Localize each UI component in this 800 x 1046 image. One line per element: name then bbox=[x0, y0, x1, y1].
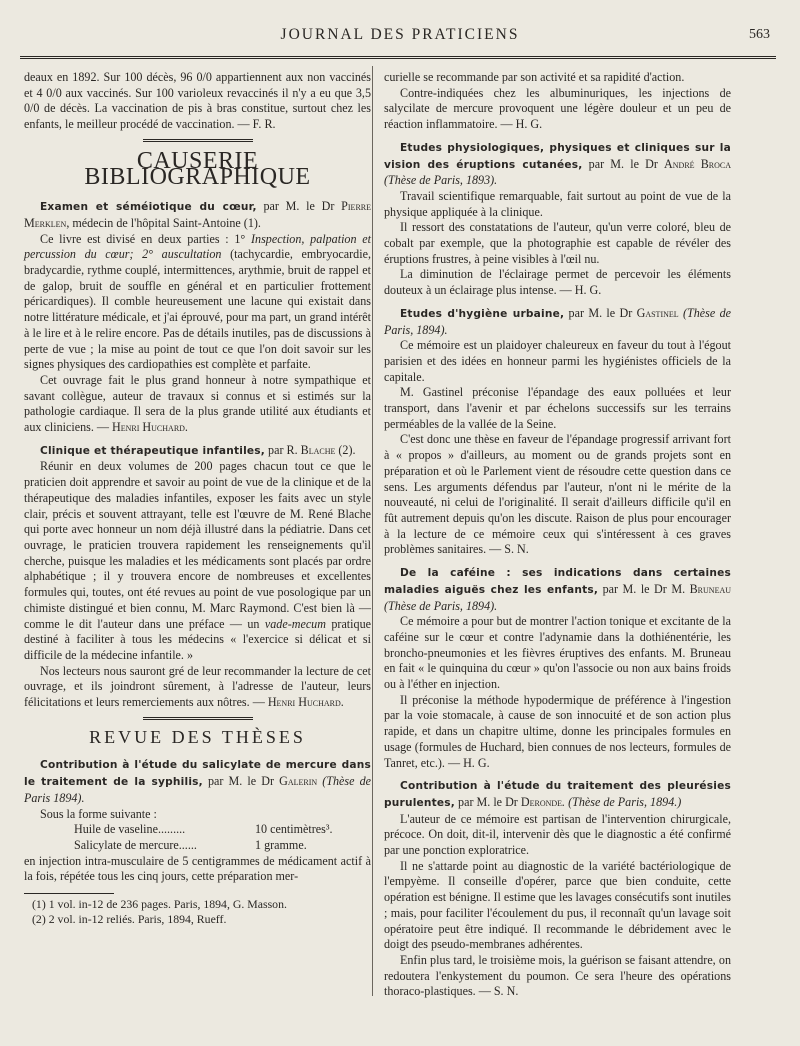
entry-title: Etudes physiologiques, physiques et cliniques sur la vision des éruptions cutanées, bbox=[384, 141, 731, 171]
intro-paragraph: deaux en 1892. Sur 100 décès, 96 0/0 appartiennent aux non vaccinés et 4 0/0 aux vaccinés. Sur 100 varioleux revaccinés il n'y a eu que 3,5 0/0 de décès. La vaccination de pis à bras constitue, surtout chez les enfants, le meilleur procédé de vaccination. — F. R. bbox=[24, 70, 371, 132]
entry-gastinel: Etudes d'hygiène urbaine, par M. le Dr Gastinel (Thèse de Paris, 1894). Ce mémoire est un plaidoyer chaleureux en faveur du tout à l'égout parisien et des idées en honneur parmi les hygiénistes officiels de la capitale. M. Gastinel préconise l'épandage des eaux polluées et leur transport, dans l'avenir et par échelons successifs sur les terrains perméables de la vallée de la Seine. C'est donc une thèse en faveur de l'épandage progressif arrivant fort à « propos » d'ailleurs, au moment ou de grands projets sont en préparation et où le Parlement vient de résoudre cette question dans ce sens. Les arguments défendus par l'auteur, n'ont ni le mérite de la nouveauté, ni celui de l'originalité. Il serait d'ailleurs difficile qu'il en fût autrement depuis qu'on les discute. Raison de plus pour encourager à la lecture de ce mémoire ceux qui s'intéressent à ces graves problèmes sanitaires. — S. N. bbox=[384, 305, 731, 557]
continuation-paragraph: curielle se recommande par son activité et sa rapidité d'action. bbox=[384, 70, 685, 84]
right-column: curielle se recommande par son activité et sa rapidité d'action. Contre-indiquées chez les albuminuriques, les injections de salycilate de mercure provoquent une légère douleur et un peu de réaction inflammatoire. — H. G. Etudes physiologiques, physiques et cliniques sur la vision des éruptions cutanées, par M. le Dr André Broca (Thèse de Paris, 1893). Travail scientifique remarquable, fait surtout au point de vue de la physique appliquée à la clinique. Il ressort des constatations de l'auteur, qu'un verre coloré, bleu de cobalt par exemple, que la photographie est capable de révéler des éruptions frustres, à peine visibles à l'œil nu. La diminution de l'éclairage permet de percevoir les éléments douteux à un éclairage plus intense. — H. G. Etudes d'hygiène urbaine, par M. le Dr Gastinel (Thèse de Paris, 1894). Ce mémoire est un plaidoyer chaleureux en faveur du tout à l'égout parisien et des idées en honneur parmi les hygiénistes officiels de la capitale. M. Gastinel préconise l'épandage des eaux polluées et leur transport, dans l'avenir et par échelons successifs sur les terrains perméables de la vallée de la Seine. C'est donc une thèse en faveur de l'épandage progressif arrivant fort à « propos » d'ailleurs, au moment ou de grands projets sont en préparation et où le Parlement vient de résoudre cette question dans ce sens. Les arguments défendus par l'auteur, n'ont ni le mérite de la nouveauté, ni celui de l'originalité. Il serait d'ailleurs difficile qu'il en fût autrement depuis qu'on les discute. Raison de plus pour encourager à la lecture de ce mémoire ceux qui s'intéressent à ces graves problèmes sanitaires. — S. N. De la caféine : ses indications dans certaines maladies aiguës chez les enfants, par M. le Dr M. Bruneau (Thèse de Paris, 1894). Ce mémoire a pour but de montrer l'action tonique et excitante de la caféine sur le cœur et contre l'adynamie dans la dothiénentérie, les broncho-pneumonies et les fièvres éruptives des enfants. M. Bruneau en fait « le quinquina du cœur » qu'on l'associe ou non aux bains froids ou à l'éther en injection. Il préconise la méthode hypodermique de préférence à l'ingestion par la voie stomacale, à cause de son innocuité et de son action plus rapide, et dans un chapitre ultime, donne les principales formules en usage (formules de Huchard, bien connues de nos lecteurs, formules de Tanret, etc.). — H. G. Contribution à l'étude du traitement des pleurésies purulentes, par M. le Dr Deronde. (Thèse de Paris, 1894.) L'auteur de ce mémoire est partisan de l'intervention chirurgicale, précoce. On doit, dit-il, intervenir dès que le diagnostic a été confirmé par une ponction exploratrice. Il ne s'attarde point au diagnostic de la variété bactériologique de l'empyème. Il conseille d'opérer, parce que bien conduite, cette opération est bénigne. Il estime que les lavages consécutifs sont inutiles ; mais, pour faciliter l'écoulement du pus, il reconnaît qu'un lavage soit opératoire peut être indiqué. Il recommande le débridement avec le doigt des pseudo-membranes adhérentes. Enfin plus tard, le troisième mois, la guérison se faisant attendre, on redoutera l'enkystement du poumon. Ce sera l'heure des opérations thoraco-plastiques. — S. N. bbox=[384, 70, 732, 999]
heading-revue: REVUE DES THÈSES bbox=[89, 726, 306, 747]
entry-title: Contribution à l'étude du traitement des pleurésies purulentes, bbox=[384, 780, 731, 809]
heading-causerie: CAUSERIE BIBLIOGRAPHIQUE bbox=[84, 147, 311, 190]
footnote: (1) 1 vol. in-12 de 236 pages. Paris, 1894, G. Masson. bbox=[32, 897, 287, 912]
entry-title: Contribution à l'étude du salicylate de mercure dans le traitement de la syphilis, bbox=[24, 759, 371, 789]
header-rule bbox=[20, 56, 776, 59]
section-rule bbox=[143, 139, 253, 142]
entry-title: Examen et séméiotique du cœur, bbox=[40, 201, 257, 214]
author-name: Gastinel bbox=[636, 305, 679, 320]
author-name: Pierre Merklen bbox=[24, 199, 372, 230]
recipe-line: Salicylate de mercure...... 1 gramme. bbox=[74, 837, 307, 852]
entry-blache: Clinique et thérapeutique infantiles, par R. Blache (2). Réunir en deux volumes de 200 pages chacun tout ce que le praticien doit apprendre et savoir au point de vue de la clinique et de la thérapeutique des maladies infantiles, exposer les faits avec un style clair, précis et souvent attrayant, telle est l'œuvre de M. René Blache qui porte avec honneur un nom déjà illustré dans la pédiatrie. Dans cet ouvrage, le praticien trouvera rapidement les renseignements qu'il cherche, puisque les maladies et les médicaments sont placés par ordre alphabétique ; il y trouvera encore de nombreuses et excellentes formules qui, toutes, ont été revues au point de vue posologique par un chimiste distingué et bien connu, M. Marc Raymond. C'est bien là — comme le dit l'auteur dans une préface — un vade-mecum pratique destiné à faciliter à tous les médecins « l'exercice si délicat et si difficile de la médecine infantile. » Nos lecteurs nous sauront gré de leur recommander la lecture de cet ouvrage, et ils joindront sûrement, à l'adresse de l'auteur, leurs félicitations et leurs remerciements aux nôtres. — Henri Huchard. bbox=[24, 442, 371, 710]
page-number: 563 bbox=[749, 27, 770, 42]
entry-broca: Etudes physiologiques, physiques et cliniques sur la vision des éruptions cutanées, par M. le Dr André Broca (Thèse de Paris, 1893). Travail scientifique remarquable, fait surtout au point de vue de la physique appliquée à la clinique. Il ressort des constatations de l'auteur, qu'un verre coloré, bleu de cobalt par exemple, que la photographie est capable de révéler des éruptions frustres, à peine visibles à l'œil nu. La diminution de l'éclairage permet de percevoir les éléments douteux à un éclairage plus intense. — H. G. bbox=[384, 141, 731, 298]
recipe-line: Huile de vaseline......... 10 centimètres³. bbox=[74, 822, 333, 837]
entry-bruneau: De la caféine : ses indications dans certaines maladies aiguës chez les enfants, par M. le Dr M. Bruneau (Thèse de Paris, 1894). Ce mémoire a pour but de montrer l'action tonique et excitante de la caféine sur le cœur et contre l'adynamie dans la dothiénentérie, les broncho-pneumonies et les fièvres éruptives des enfants. M. Bruneau en fait « le quinquina du cœur » qu'on l'associe ou non aux bains froids ou à l'éther en injection. Il préconise la méthode hypodermique de préférence à l'ingestion par la voie stomacale, à cause de son innocuité et de son action plus rapide, et dans un chapitre ultime, donne les principales formules en usage (formules de Huchard, bien connues de nos lecteurs, formules de Tanret, etc.). — H. G. bbox=[384, 567, 732, 770]
entry-title: De la caféine : ses indications dans certaines maladies aiguës chez les enfants, bbox=[384, 567, 731, 596]
column-divider bbox=[372, 66, 373, 996]
author-name: Galerin bbox=[279, 774, 318, 789]
entry-title: Etudes d'hygiène urbaine, bbox=[400, 307, 565, 320]
author-name: André Broca bbox=[664, 156, 731, 171]
signature: Henri Huchard. bbox=[267, 695, 344, 710]
author-name: Deronde bbox=[520, 794, 563, 809]
footnote: (2) 2 vol. in-12 reliés. Paris, 1894, Rueff. bbox=[32, 911, 227, 926]
entry-deronde: Contribution à l'étude du traitement des pleurésies purulentes, par M. le Dr Deronde. (Thèse de Paris, 1894.) L'auteur de ce mémoire est partisan de l'intervention chirurgicale, précoce. On doit, dit-il, intervenir dès que le diagnostic a été confirmé par une ponction exploratrice. Il ne s'attarde point au diagnostic de la variété bactériologique de l'empyème. Il conseille d'opérer, parce que bien conduite, cette opération est bénigne. Il estime que les lavages consécutifs sont inutiles ; mais, pour faciliter l'écoulement du pus, il reconnaît qu'un lavage soit opératoire peut être indiqué. Il recommande le débridement avec le doigt des pseudo-membranes adhérentes. Enfin plus tard, le troisième mois, la guérison se faisant attendre, on redoutera l'enkystement du poumon. Ce sera l'heure des opérations thoraco-plastiques. — S. N. bbox=[384, 780, 731, 999]
journal-title: JOURNAL DES PRATICIENS bbox=[280, 26, 520, 43]
entry-merklen: Examen et séméiotique du cœur, par M. le Dr Pierre Merklen, médecin de l'hôpital Saint-Antoine (1). Ce livre est divisé en deux parties : 1° Inspection, palpation et percussion du cœur; 2° auscultation (tachycardie, embryocardie, bradycardie, rythme couplé, intermittences, arythmie, bruit de rappel et de galop, bruit de souffle en général et en particulier frottement péricardiques). Il comble heureusement une lacune qui existait dans notre littérature médicale, et j'ai éprouvé, pour ma part, un grand intérêt à le lire et à le relire encore. Pas de détails inutiles, pas de discussions à perte de vue ; la mise au point de tout ce que l'on doit savoir sur les signes physiques des cardiopathies est complète et parfaite. Cet ouvrage fait le plus grand honneur à notre sympathique et savant collègue, auteur de travaux si connus et si estimés sur la pathologie cardiaque. Il sera de la plus grande utilité aux étudiants et aux cliniciens. — Henri Huchard. bbox=[24, 199, 372, 435]
signature: Henri Huchard. bbox=[112, 420, 188, 435]
left-column bbox=[24, 70, 371, 926]
entry-galerin: Contribution à l'étude du salicylate de mercure dans le traitement de la syphilis, par M. le Dr Galerin (Thèse de Paris 1894). Sous la forme suivante : Huile de vaseline......... 10 centimètres³. Salicylate de mercure...... 1 gramme. en injection intra-musculaire de 5 centigrammes de médicament actif à la fois, répétée tous les cinq jours, cette préparation mer- bbox=[24, 759, 371, 884]
running-header bbox=[30, 26, 770, 48]
author-name: M. Bruneau bbox=[671, 581, 732, 596]
section-rule bbox=[143, 717, 253, 720]
footnote-rule bbox=[24, 893, 114, 894]
entry-title: Clinique et thérapeutique infantiles, bbox=[40, 444, 266, 457]
author-name: Blache bbox=[300, 442, 336, 457]
